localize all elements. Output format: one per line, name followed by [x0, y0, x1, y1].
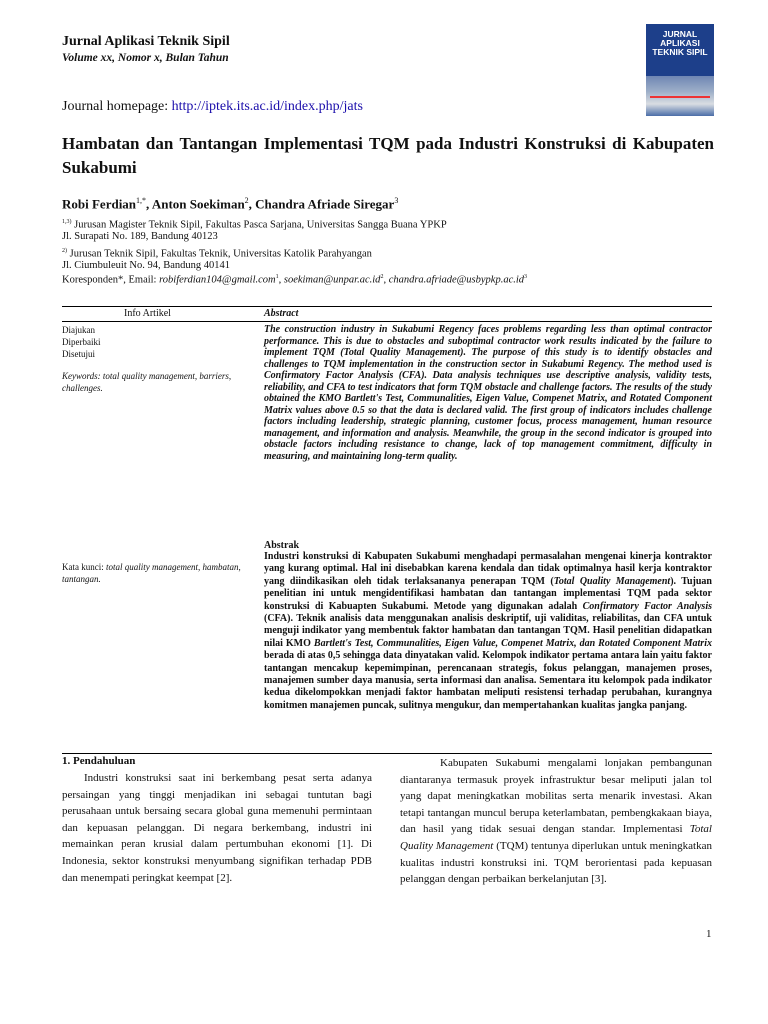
paragraph-part: Kabupaten Sukabumi mengalami lonjakan pembangunan diantaranya termasuk proyek infrastruktur besar meliputi jalan tol yang dapat meningkatkan mobilitas serta menarik investasi. Akan tetapi tantangan muncul berupa keterlambatan, pembengkakaan biaya, dan hasil yang tidak sesuai dengan standar. Implementasi: [400, 757, 712, 836]
paper-title: Hambatan dan Tantangan Implementasi TQM pada Industri Konstruksi di Kabupaten Sukabumi: [62, 134, 714, 177]
abstrak-italic: Confirmatory Factor Analysis: [582, 600, 712, 612]
email-sep: ,: [383, 274, 389, 286]
paragraph: [400, 755, 712, 888]
affiliation-text: Jl. Ciumbuleuit No. 94, Bandung 40141: [62, 260, 230, 271]
paragraph-part: (TQM) tentunya diperlukan untuk meningkatkan kualitas industri konstruksi ini. TQM berorientasi pada kepuasan pelanggan dengan perbaikan berkelanjutan [3].: [400, 839, 712, 886]
kata-kunci-text: total quality management, hambatan, tantangan.: [62, 562, 241, 584]
paragraph-italic: Total Quality Management: [400, 823, 712, 852]
keywords-label: Keywords:: [62, 371, 103, 381]
date-revised: Diperbaiki: [62, 337, 101, 347]
abstrak-part: ). Tujuan penelitian ini untuk mengidentifikasi hambatan dan tantangan implementasi TQM pada sektor konstruksi di Kabuapten Sukabumi. Metode yang digunakan adalah: [264, 575, 712, 612]
abstrak-part: (CFA). Teknik analisis data menggunakan analisis deskriptif, uji validitas, reliabilitas, dan CFA untuk menguji indikator yang membentuk faktor hambatan dan tantangan TQM. Hasil penelitian didapatkan nilai KMO: [264, 613, 712, 649]
author-sep: ,: [248, 196, 256, 212]
homepage-label: Journal homepage:: [62, 99, 169, 114]
abstrak-indonesian: [264, 551, 712, 712]
body-column-left: [62, 770, 372, 886]
abstract-header: Abstract: [264, 308, 299, 319]
author-name: Chandra Afriade Siregar: [255, 196, 395, 212]
correspondence-line: [62, 274, 527, 286]
email-sup: 1: [275, 274, 279, 280]
author-sup: 3: [394, 196, 399, 205]
email-address[interactable]: robiferdian104@gmail.com: [159, 274, 276, 286]
correspondence-label: Koresponden*, Email:: [62, 274, 160, 286]
table-header-rule: [62, 321, 712, 322]
date-submitted: Diajukan: [62, 325, 95, 335]
cover-stripe: [650, 96, 710, 98]
paragraph: Industri konstruksi saat ini berkembang pesat serta adanya persaingan yang tinggi menjadikan ini sebagai tuntutan bagi perusahaan untuk bersaing secara global guna memenuhi permintaan dan kepuasan pelanggan. Di negara berkembang, industri ini memainkan peran krusial dalam pertumbuhan ekonomi [1]. Di Indonesia, sektor konstruksi menyumbang signifikan terhadap PDB dan menempati peringkat keempat [2].: [62, 772, 372, 884]
date-accepted: Disetujui: [62, 349, 95, 359]
kata-kunci: [62, 562, 242, 585]
keywords-text: total quality management, barriers, challenges.: [62, 371, 232, 393]
affiliation-line: [62, 230, 712, 243]
table-bottom-rule: [62, 753, 712, 754]
email-sep: ,: [278, 274, 284, 286]
email-sup: 2: [380, 274, 384, 280]
author-name: Robi Ferdian: [62, 196, 137, 212]
email-address[interactable]: soekiman@unpar.ac.id: [283, 274, 381, 286]
author-sep: ,: [146, 196, 152, 212]
authors-line: [62, 196, 398, 212]
affiliation-line: [62, 259, 712, 272]
homepage-link[interactable]: http://iptek.its.ac.id/index.php/jats: [171, 99, 363, 114]
affiliation-text: Jl. Surapati No. 189, Bandung 40123: [62, 231, 218, 242]
cover-title: JURNAL APLIKASI TEKNIK SIPIL: [652, 29, 708, 57]
affiliation-text: Jurusan Teknik Sipil, Fakultas Teknik, Universitas Katolik Parahyangan: [67, 248, 372, 260]
email-address[interactable]: chandra.afriade@usbypkp.ac.id: [388, 274, 525, 286]
author-sup: 1,*: [136, 196, 147, 205]
email-sup: 3: [524, 274, 528, 280]
info-artikel-header: Info Artikel: [124, 308, 171, 319]
affiliation-sup: 2): [62, 248, 67, 254]
abstrak-part: berada di atas 0,5 sehingga data dinyatakan valid. Kelompok indikator pertama antara lain yaitu faktor tantangan mencakup kepemimpinan, perencanaan strategis, fokus pelanggan, manajemen proses, manajemen sumber daya manusia, serta informasi dan analisa. Sementara itu kelompok pada indikator kedua dikelompokkan menjadi faktor hambatan meliputi resistensi terhadap perubahan, kurangnya komitmen manajemen puncak, sulitnya mengukur, dan mempertahankan kualitas jangka panjang.: [264, 650, 712, 711]
body-column-right: [400, 755, 712, 888]
journal-name: Jurnal Aplikasi Teknik Sipil: [62, 34, 230, 49]
journal-homepage: [62, 99, 363, 115]
affiliation-sup: 1,3): [62, 219, 72, 225]
abstract-english: The construction industry in Sukabumi Regency faces problems regarding less than optimal contractor performance. This is due to obstacles and suboptimal contractor work results indicated by the failure to implement TQM (Total Quality Management). The purpose of this study is to identify obstacles and challenges to TQM implementation in the construction sector in Sukabumi Regency. The method used is Confirmatory Factor Analysis (CFA). Data analysis techniques use descriptive analysis, validity tests, reliability, and CFA to test indicators that form TQM obstacle and challenge factors. The results of the study obtained the KMO Bartlett's Test, Communalities, Eigen Value, Compenet Matrix, and Rotated Component Matrix values above 0.5 so that the data is declared valid. The first group of indicators includes challenge factors including leadership, strategic planning, customer focus, process management, human resource management, and information and analysis. Meanwhile, the group in the second indicator is grouped into obstacle factors including resistance to change, lack of top management commitment, difficulty in measuring, and maintaining long-term quality.: [264, 324, 712, 462]
section-heading-pendahuluan: 1. Pendahuluan: [62, 755, 136, 767]
keywords: [62, 371, 242, 394]
abstrak-italic: Bartlett's Test, Communalities, Eigen Value, Compenet Matrix, dan Rotated Component Matrix: [313, 637, 712, 649]
abstrak-italic: Total Quality Management: [553, 575, 671, 587]
kata-kunci-label: Kata kunci:: [62, 562, 106, 572]
affiliation-text: Jurusan Magister Teknik Sipil, Fakultas Pasca Sarjana, Universitas Sangga Buana YPKP: [71, 219, 447, 231]
author-sup: 2: [244, 196, 249, 205]
author-name: Anton Soekiman: [151, 196, 245, 212]
page-number: 1: [706, 928, 712, 940]
journal-volume: Volume xx, Nomor x, Bulan Tahun: [62, 52, 229, 64]
table-top-rule: [62, 306, 712, 307]
abstrak-header: Abstrak: [264, 540, 300, 551]
abstrak-part: Industri konstruksi di Kabupaten Sukabumi menghadapi permasalahan mengenai kinerja kontraktor yang kurang optimal. Hal ini disebabkan karena kendala dan tidak optimalnya hasil kerja kontraktor yang diindikasikan oleh tidak terlaksananya penerapan TQM (: [264, 551, 712, 587]
journal-cover-image: [646, 24, 714, 116]
